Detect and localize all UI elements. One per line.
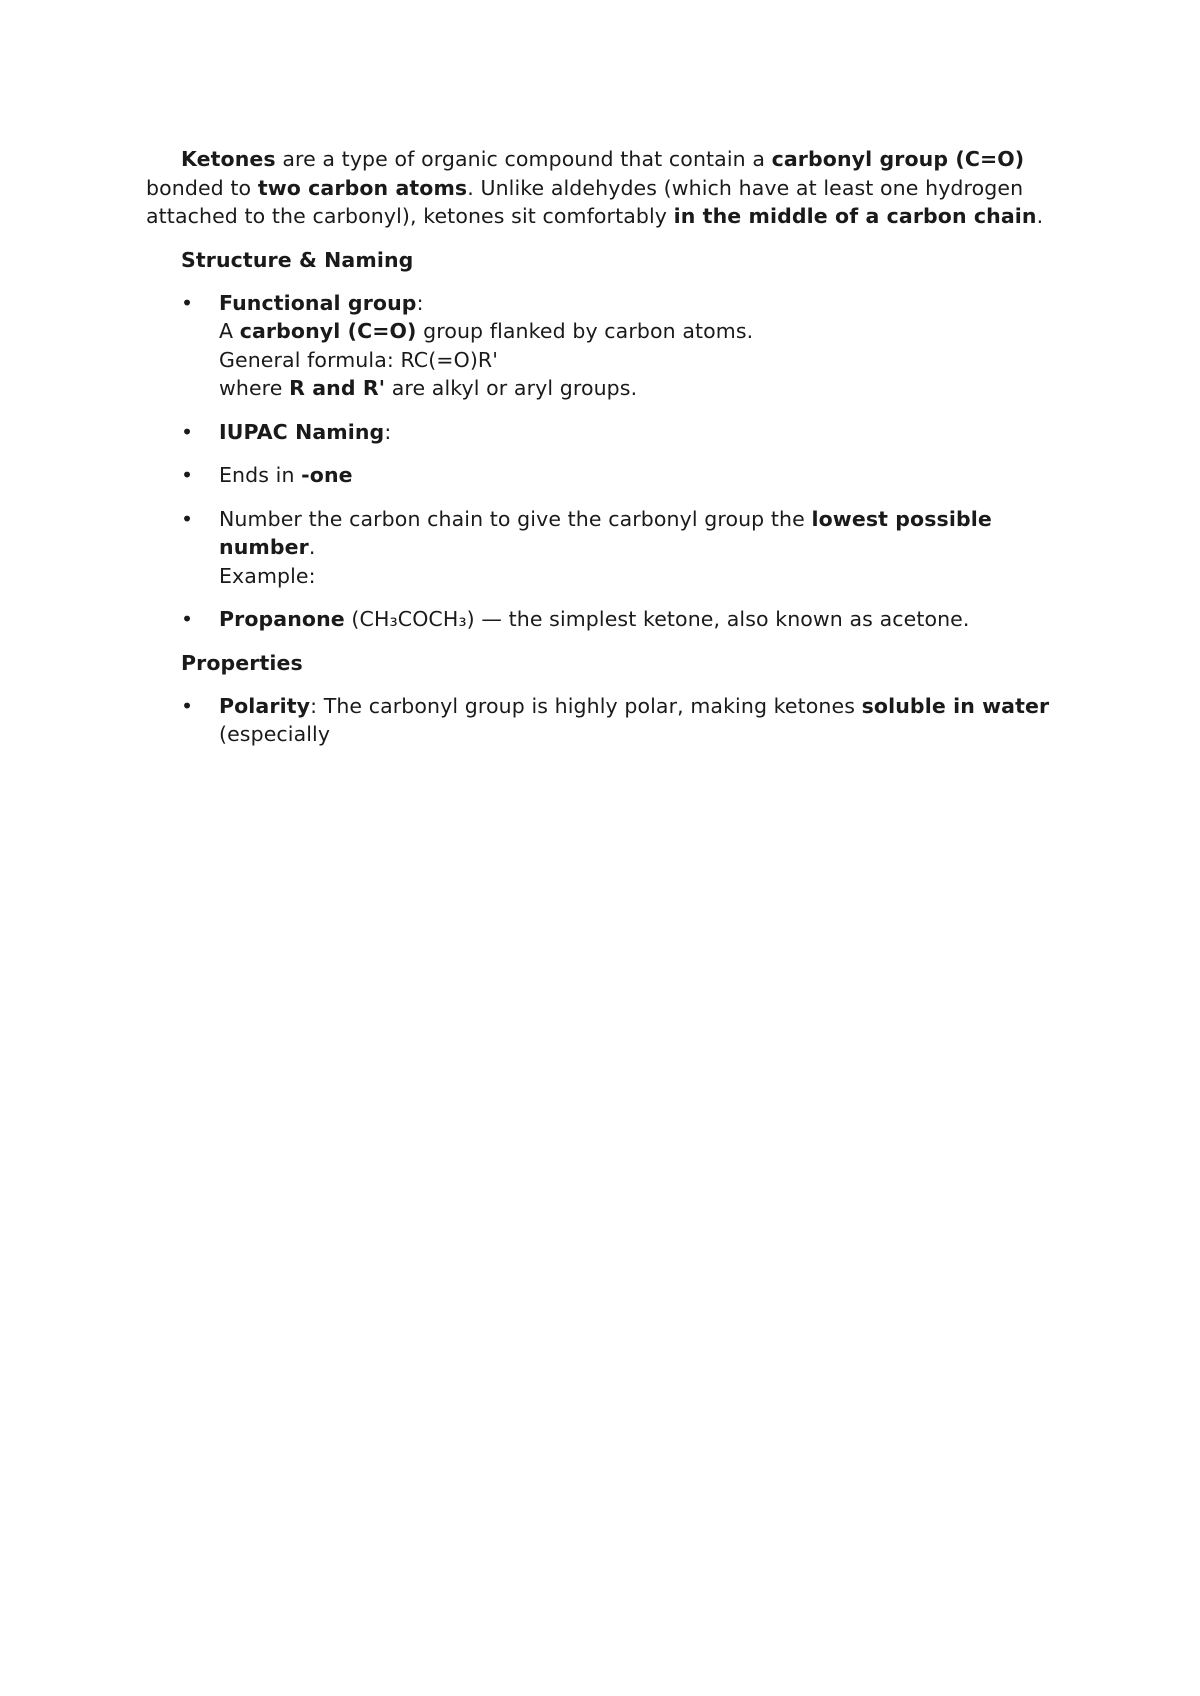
functional-group-line-1 [219,317,1076,346]
intro-text: are a type of organic compound that contain a [275,147,772,171]
section-heading-structure: Structure & Naming [181,247,414,272]
text: (especially [219,722,331,746]
bold-soluble: soluble in water [861,693,1050,718]
text: (CH₃COCH₃) — the simplest ketone, also known as acetone. [344,607,970,631]
document-body [146,145,1076,764]
bullet-icon: • [181,419,194,444]
bullet-icon: • [181,693,194,718]
list-item-ends-in [146,461,1076,490]
intro-bold-middle-chain: in the middle of a carbon chain [673,204,1037,228]
intro-bold-two-carbons: two carbon atoms [257,175,468,200]
text: Ends in [219,463,302,487]
functional-group-label: Functional group [219,290,417,315]
intro-bold-carbonyl: carbonyl group (C=O) [771,147,1025,171]
intro-text: . Unlike aldehydes (which have at least one hydrogen attached to the carbonyl), ketones sit comfortably [146,175,1024,228]
numbering-text [219,507,992,560]
text: where [219,376,290,400]
bullet-icon: • [181,463,194,487]
intro-text: bonded to [146,175,258,200]
functional-group-title [219,289,1076,318]
list-item-polarity [146,692,1076,749]
intro-term-ketones: Ketones [181,147,276,171]
properties-list [146,692,1076,749]
bold-r-groups: R and R' [289,376,386,400]
polarity-label: Polarity [219,693,311,718]
bullet-icon: • [181,290,194,315]
general-formula-line: General formula: RC(=O)R' [219,347,498,372]
bold-carbonyl: carbonyl (C=O) [239,319,417,343]
bullet-icon: • [181,607,194,631]
text: . [308,535,316,559]
intro-text: . [1036,204,1044,228]
intro-paragraph [146,145,1076,231]
propanone-label: Propanone [219,607,345,631]
text: A [219,319,240,343]
structure-list [146,289,1076,634]
iupac-label: IUPAC Naming [219,419,385,444]
bullet-icon: • [181,506,194,531]
bold-lowest-number: lowest possible number [219,506,992,559]
colon: : [416,290,424,315]
colon: : [384,419,392,444]
list-item-functional-group [146,289,1076,403]
bold-suffix: -one [301,463,353,487]
section-heading-properties: Properties [181,650,303,675]
text: Number the carbon chain to give the carbonyl group the [219,506,812,531]
text: are alkyl or aryl groups. [385,376,638,400]
example-label: Example: [219,563,316,588]
text: : The carbonyl group is highly polar, making ketones [310,693,862,718]
list-item-numbering [146,505,1076,591]
functional-group-line-3 [219,374,1076,403]
list-item-iupac [146,418,1076,447]
list-item-propanone [146,605,1076,634]
text: group flanked by carbon atoms. [416,319,754,343]
